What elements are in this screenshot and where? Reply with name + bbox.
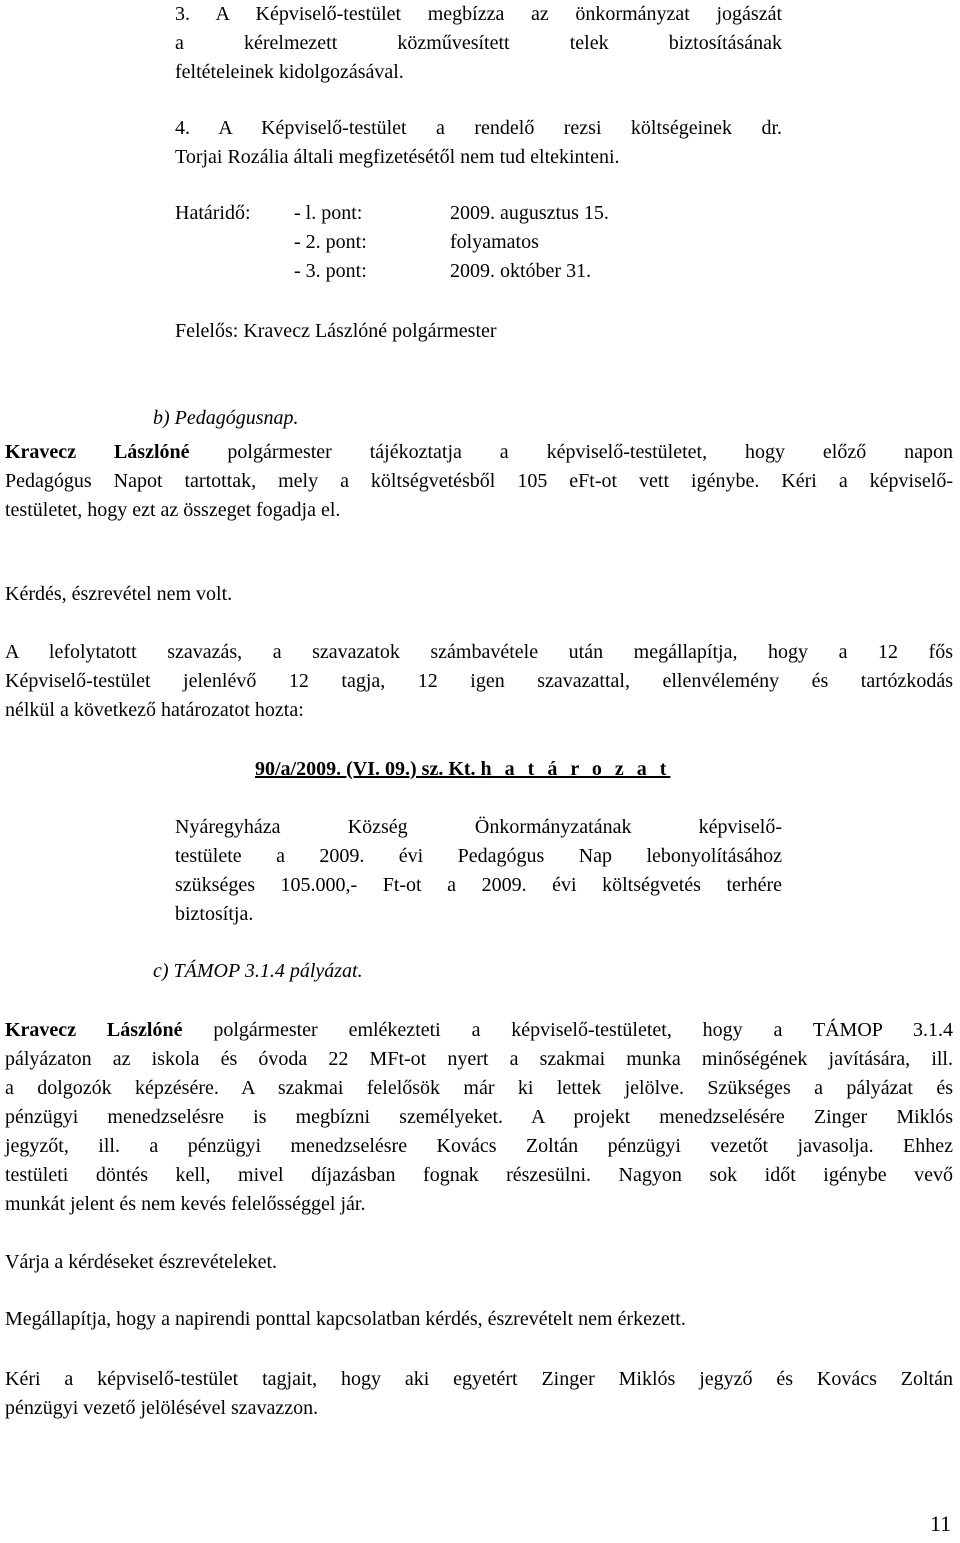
no-comments: Kérdés, észrevétel nem volt.	[5, 583, 233, 605]
paragraph-line: testületet, hogy ezt az összeget fogadja el.	[5, 499, 341, 521]
paragraph-line: polgármester emlékezteti a képviselő-testületet, hogy a TÁMOP 3.1.4	[182, 1019, 953, 1041]
paragraph-line: Kéri a képviselő-testület tagjait, hogy aki egyetért Zinger Miklós jegyző és Kovács Zoltán	[5, 1368, 953, 1390]
paragraph-line: a dolgozók képzésére. A szakmai felelősök már ki lettek jelölve. Szükséges a pályázat és	[5, 1077, 953, 1099]
resolution-text	[175, 813, 782, 929]
paragraph-line: Pedagógus Napot tartottak, mely a költségvetésből 105 eFt-ot vett igénybe. Kéri a képviselő-	[5, 470, 953, 492]
deadline-date: 2009. október 31.	[450, 260, 592, 282]
deadline-date: folyamatos	[450, 231, 539, 253]
item-4-line: Torjai Rozália általi megfizetésétől nem tud eltekinteni.	[175, 146, 620, 168]
deadline-point: - 3. pont:	[294, 260, 367, 282]
paragraph-line: A lefolytatott szavazás, a szavazatok számbavétele után megállapítja, hogy a 12 fős	[5, 641, 953, 663]
deadline-point: - l. pont:	[294, 202, 363, 224]
page-number: 11	[930, 1511, 952, 1536]
resolution-line: Nyáregyháza Község Önkormányzatának képviselő-	[175, 816, 782, 838]
responsible: Felelős: Kravecz Lászlóné polgármester	[175, 320, 497, 342]
paragraph-line: munkát jelent és nem kevés felelősséggel jár.	[5, 1193, 366, 1215]
resolution-number: 90/a/2009. (VI. 09.) sz. Kt.	[255, 758, 476, 780]
resolution-title	[255, 757, 670, 781]
section-b-paragraph	[5, 438, 953, 525]
paragraph-line: pénzügyi vezető jelölésével szavazzon.	[5, 1397, 319, 1419]
section-c-heading: c) TÁMOP 3.1.4 pályázat.	[153, 960, 363, 982]
item-3-line: a kérelmezett közművesített telek biztosításának	[175, 32, 782, 54]
resolution-line: szükséges 105.000,- Ft-ot a 2009. évi költségvetés terhére	[175, 874, 782, 896]
resolution-line: testülete a 2009. évi Pedagógus Nap lebonyolításához	[175, 845, 782, 867]
deadline-point: - 2. pont:	[294, 231, 367, 253]
mayor-name: Kravecz Lászlóné	[5, 1019, 183, 1041]
paragraph-line: nélkül a következő határozatot hozta:	[5, 699, 304, 721]
paragraph-line: jegyzőt, ill. a pénzügyi menedzselésre Kovács Zoltán pénzügyi vezetőt javasolja. Ehhez	[5, 1135, 953, 1157]
resolution-line: biztosítja.	[175, 903, 254, 925]
paragraph-line: pályázaton az iskola és óvoda 22 MFt-ot nyert a szakmai munka minőségének javítására, ill.	[5, 1048, 953, 1070]
section-c-paragraph	[5, 1016, 953, 1219]
request-paragraph	[5, 1365, 953, 1423]
awaits-questions: Várja a kérdéseket észrevételeket.	[5, 1251, 278, 1273]
paragraph-line: Képviselő-testület jelenlévő 12 tagja, 12 igen szavazattal, ellenvélemény és tartózkodás	[5, 670, 953, 692]
paragraph-line: testületi döntés kell, mivel díjazásban fognak részesülni. Nagyon sok időt igénybe vevő	[5, 1164, 953, 1186]
item-3-line: 3. A Képviselő-testület megbízza az önkormányzat jogászát	[175, 3, 782, 25]
deadline-date: 2009. augusztus 15.	[450, 202, 609, 224]
vote-paragraph	[5, 638, 953, 725]
paragraph-line: pénzügyi menedzselésre is megbízni személyeket. A projekt menedzselésére Zinger Miklós	[5, 1106, 953, 1128]
item-4-line: 4. A Képviselő-testület a rendelő rezsi költségeinek dr.	[175, 117, 782, 139]
mayor-name: Kravecz Lászlóné	[5, 441, 190, 463]
item-4	[175, 114, 782, 172]
no-questions: Megállapítja, hogy a napirendi ponttal kapcsolatban kérdés, észrevételt nem érkezett.	[5, 1308, 686, 1330]
paragraph-line: polgármester tájékoztatja a képviselő-testületet, hogy előző napon	[189, 441, 953, 463]
section-b-heading: b) Pedagógusnap.	[153, 407, 299, 429]
deadline-label: Határidő:	[175, 202, 251, 224]
item-3	[175, 0, 782, 87]
resolution-word: h a t á r o z a t	[480, 758, 671, 780]
item-3-line: feltételeinek kidolgozásával.	[175, 61, 404, 83]
